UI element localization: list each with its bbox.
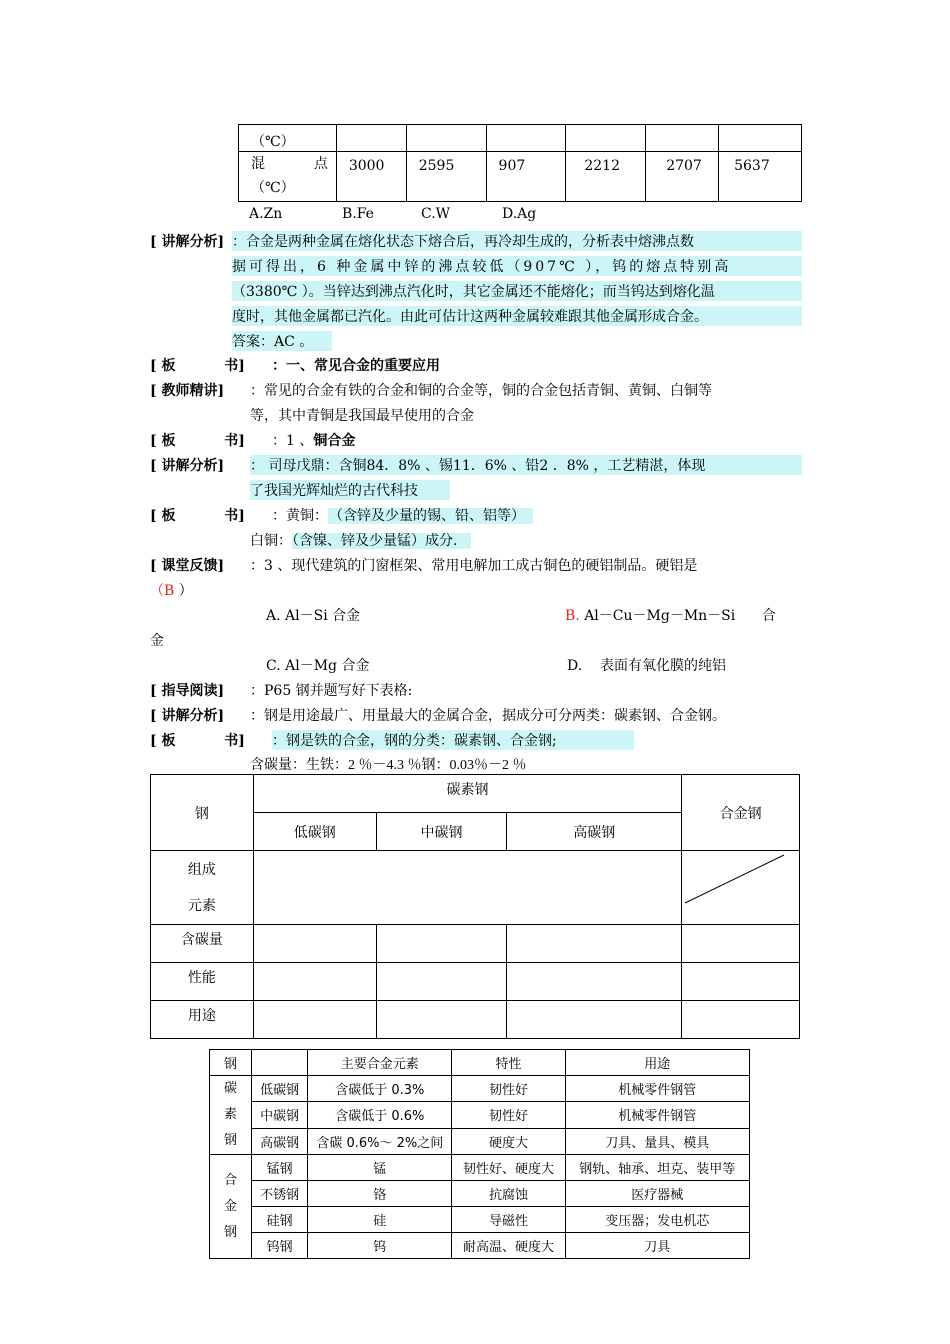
analysis-line: 度时，其他金属都已汽化。由此可估计这两种金属较难跟其他金属形成合金。 [232,306,802,326]
analysis-line: 据可得出，6 种金属中锌的沸点较低（907℃ ），钨的熔点特别高 [232,256,802,276]
table-row: 不锈钢 铬 抗腐蚀 医疗器械 [210,1181,750,1207]
unit-cell: （℃） [239,125,337,152]
diagonal-cell [682,851,800,925]
choice-b: B. Al－Cu－Mg－Mn－Si 合 [565,608,776,624]
option-b: B.Fe [342,206,374,222]
carbon-steel-header: 碳素钢 [253,775,681,813]
table-row: 合 金 钢 锰钢 锰 韧性好、硬度大 钢轨、轴承、坦克、装甲等 [210,1155,750,1181]
section-tag: [ 课堂反馈] [150,558,225,574]
steel-reference-table [209,1049,750,1259]
section-tag: [ 讲解分析] [150,708,225,724]
ref-header [252,1050,308,1076]
analysis-line: ：合金是两种金属在熔化状态下熔合后，再冷却生成的，分析表中熔沸点数 [232,231,802,251]
blank-cell [253,851,681,925]
value-cell: 2595 [406,152,486,202]
section-tag: [ 板 书] [150,508,250,524]
ref-header: 钢 [210,1050,252,1076]
value-cell: 907 [486,152,566,202]
lecture-line: 等，其中青铜是我国最早使用的合金 [250,408,474,424]
value-cell: 5637 [719,152,802,202]
medium-carbon-header: 中碳钢 [376,813,507,851]
composition-label: 组成 元素 [151,851,254,925]
value-cell: 2707 [646,152,719,202]
carbon-content-line: 含碳量：生铁：2 ％－4.3 ％钢：0.03％－2 ％ [250,758,527,773]
answer-bracket: （B ） [150,583,193,599]
option-c: C.W [421,206,451,222]
option-d: D.Ag [502,206,537,222]
steel-classification-table [150,774,800,1039]
section-tag: [ 板 书] [150,733,250,749]
section-tag: [ 指导阅读] [150,683,225,699]
choice-b-tail: 金 [150,633,164,649]
section-tag: [ 板 书] [150,358,250,374]
section-tag: [ 教师精讲] [150,383,225,399]
brass-line: ：黄铜： （含锌及少量的锡、铅、铝等） [272,505,533,525]
analysis-line: ： 司母戊鼎：含铜84．8% 、锡11．6% 、铅2 ．8% ，工艺精湛，体现 [250,455,802,475]
alloy-steel-group: 合 金 钢 [210,1155,252,1259]
board-line: ：1 、铜合金 [272,433,356,449]
carbon-steel-group: 碳 素 钢 [210,1076,252,1155]
analysis-line: （3380℃ ）。当锌达到沸点汽化时，其它金属还不能熔化；而当钨达到熔化温 [232,281,802,301]
usage-label: 用途 [151,1001,254,1039]
option-a: A.Zn [249,206,283,222]
answer-line: 答案：AC 。 [232,331,332,351]
diagonal-line [682,851,800,925]
choice-c: C. Al－Mg 合金 [266,658,370,674]
section-tag: [ 讲解分析] [150,234,225,250]
value-cell: 2212 [566,152,646,202]
choice-d: D. 表面有氧化膜的纯铝 [567,658,726,674]
ref-header: 主要合金元素 [308,1050,452,1076]
ref-header: 特性 [452,1050,565,1076]
board-heading: ：一、常见合金的重要应用 [272,358,440,374]
table-row: 高碳钢 含碳 0.6%～ 2%之间 硬度大 刀具、量具、模具 [210,1128,750,1154]
choice-a: A. Al－Si 合金 [266,608,361,624]
analysis-line: 了我国光辉灿烂的古代科技 [250,480,450,500]
table-row: 钨钢 钨 耐高温、硬度大 刀具 [210,1233,750,1259]
boiling-point-label: 混 点 （℃） [239,152,337,202]
reading-line: ：P65 钢并题写好下表格: [250,683,413,699]
property-label: 性能 [151,963,254,1001]
high-carbon-header: 高碳钢 [507,813,682,851]
table-row: 硅钢 硅 导磁性 变压器；发电机芯 [210,1207,750,1233]
low-carbon-header: 低碳钢 [253,813,376,851]
melting-point-table [238,124,802,202]
board-line: ：钢是铁的合金，钢的分类：碳素钢、合金钢; [272,730,634,750]
value-cell: 3000 [336,152,406,202]
ref-header: 用途 [565,1050,749,1076]
cupronickel-line: 白铜：（含镍、锌及少量锰）成分. [250,530,471,550]
question-text: ：3 、现代建筑的门窗框架、常用电解加工成古铜色的硬铝制品。硬铝是 [250,558,698,574]
alloy-steel-header: 合金钢 [682,775,800,851]
section-tag: [ 讲解分析] [150,458,225,474]
steel-header: 钢 [151,775,254,851]
lecture-line: ：常见的合金有铁的合金和铜的合金等，铜的合金包括青铜、黄铜、白铜等 [250,383,712,399]
table-row: 碳 素 钢 低碳钢 含碳低于 0.3% 韧性好 机械零件钢管 [210,1076,750,1102]
carbon-content-label: 含碳量 [151,925,254,963]
analysis-line: ：钢是用途最广、用量最大的金属合金，据成分可分两类：碳素钢、合金钢。 [250,708,726,724]
section-tag: [ 板 书] [150,433,250,449]
table-row: 中碳钢 含碳低于 0.6% 韧性好 机械零件钢管 [210,1102,750,1128]
